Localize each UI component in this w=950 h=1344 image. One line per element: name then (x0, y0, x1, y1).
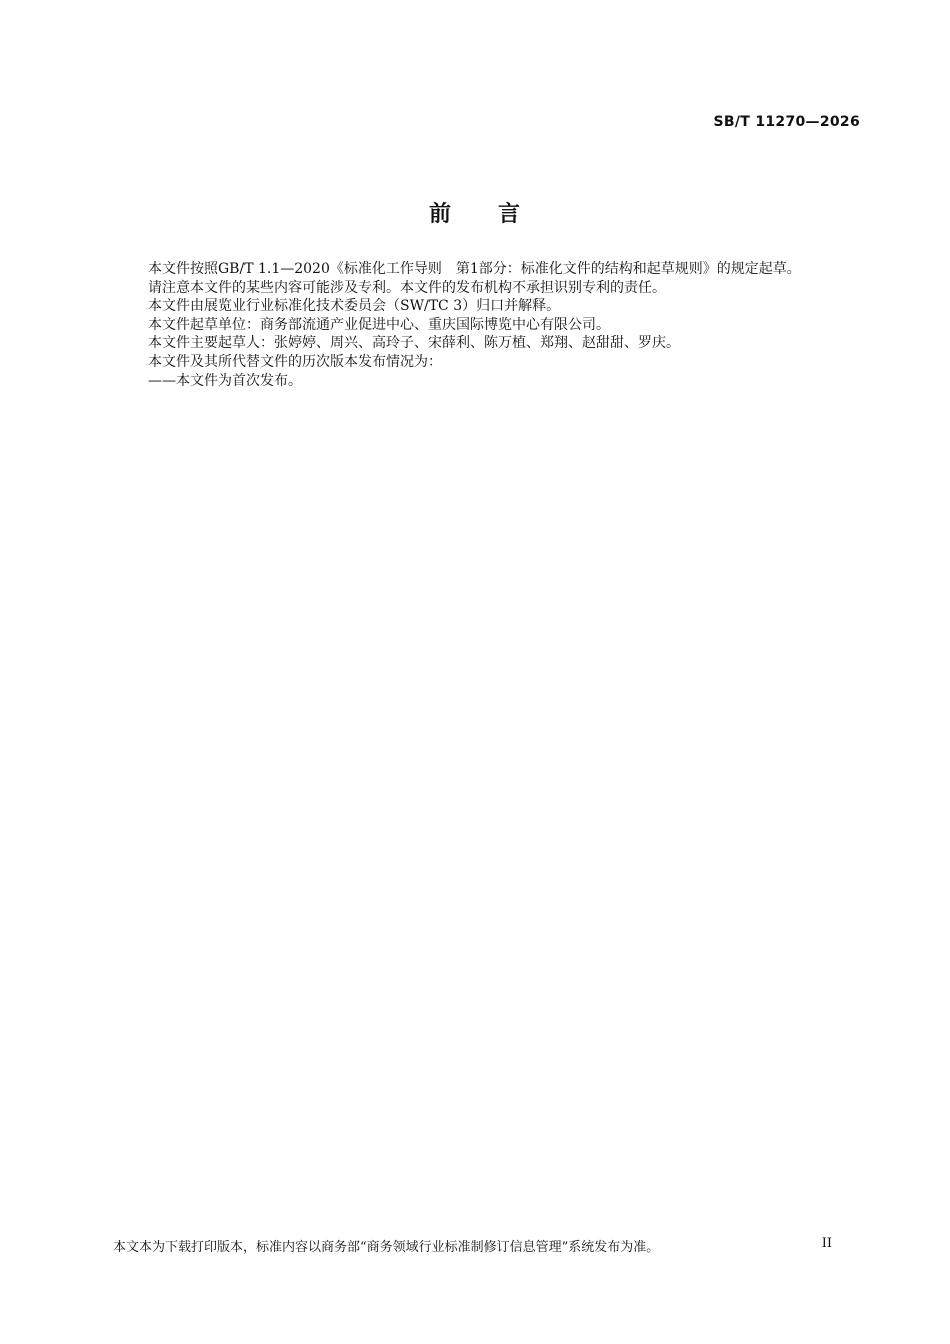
title-char-1: 前 (428, 202, 452, 227)
paragraph-drafting-units: 本文件起草单位：商务部流通产业促进中心、重庆国际博览中心有限公司。 (148, 316, 610, 333)
footer-note: 本文本为下载打印版本，标准内容以商务部“商务领域行业标准制修订信息管理”系统发布为准。 (113, 1240, 660, 1255)
paragraph-version-history: 本文件及其所代替文件的历次版本发布情况为： (148, 353, 442, 370)
paragraph-drafting-rules: 本文件按照GB/T 1.1—2020《标准化工作导则 第1部分：标准化文件的结构和起草规则》的规定起草。 (148, 261, 801, 277)
standard-code: SB/T 11270—2026 (713, 114, 860, 130)
page-title (0, 197, 950, 228)
title-char-2: 言 (498, 202, 522, 227)
paragraph-patent-notice: 请注意本文件的某些内容可能涉及专利。本文件的发布机构不承担识别专利的责任。 (148, 279, 666, 296)
page-number: II (821, 1236, 832, 1251)
paragraph-first-release: ——本文件为首次发布。 (148, 372, 302, 389)
paragraph-drafters: 本文件主要起草人：张婷婷、周兴、高玲子、宋薛利、陈万植、郑翔、赵甜甜、罗庆。 (148, 335, 680, 352)
foreword-body (113, 260, 863, 390)
paragraph-committee: 本文件由展览业行业标准化技术委员会（SW/TC 3）归口并解释。 (148, 298, 561, 315)
